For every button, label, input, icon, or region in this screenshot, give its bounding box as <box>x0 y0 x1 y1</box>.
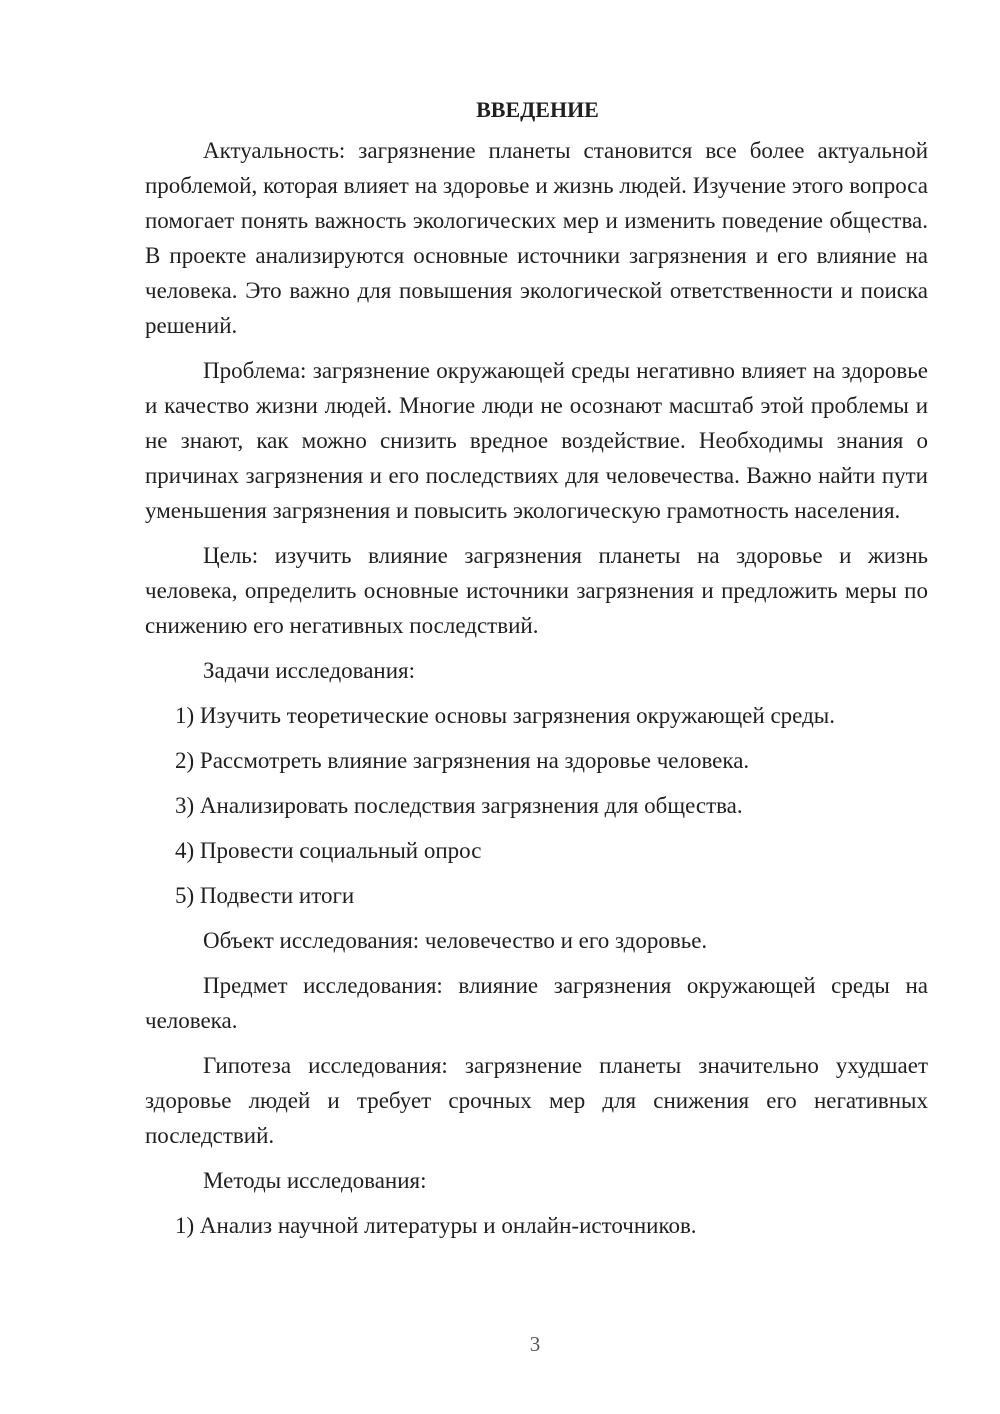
method-item: 1) Анализ научной литературы и онлайн-источников. <box>175 1213 697 1238</box>
task-item: 5) Подвести итоги <box>175 883 355 908</box>
methods-heading: Методы исследования: <box>203 1168 427 1193</box>
problem-paragraph: Проблема: загрязнение окружающей среды негативно влияет на здоровье и качество жизни людей. Многие люди не осознают масштаб этой проблемы и не знают, как можно снизить вредное воздействие. Необходимы знания о причинах загрязнения и его последствиях для человечества. Важно найти пути уменьшения загрязнения и повысить экологическую грамотность населения. <box>145 358 928 523</box>
task-item: 3) Анализировать последствия загрязнения для общества. <box>175 793 743 818</box>
task-item: 1) Изучить теоретические основы загрязнения окружающей среды. <box>175 703 835 728</box>
task-item: 4) Провести социальный опрос <box>175 838 482 863</box>
object-paragraph: Объект исследования: человечество и его здоровье. <box>203 928 708 953</box>
hypothesis-paragraph: Гипотеза исследования: загрязнение планеты значительно ухудшает здоровье людей и требует срочных мер для снижения его негативных последствий. <box>145 1053 928 1148</box>
goal-paragraph: Цель: изучить влияние загрязнения планеты на здоровье и жизнь человека, определить основные источники загрязнения и предложить меры по снижению его негативных последствий. <box>145 543 928 638</box>
subject-paragraph: Предмет исследования: влияние загрязнения окружающей среды на человека. <box>145 973 928 1033</box>
page-content <box>145 92 928 1253</box>
tasks-heading: Задачи исследования: <box>203 658 416 683</box>
page-number: 3 <box>529 1332 541 1356</box>
section-title: ВВЕДЕНИЕ <box>476 97 599 122</box>
relevance-paragraph: Актуальность: загрязнение планеты становится все более актуальной проблемой, которая влияет на здоровье и жизнь людей. Изучение этого вопроса помогает понять важность экологических мер и изменить поведение общества. В проекте анализируются основные источники загрязнения и его влияние на человека. Это важно для повышения экологической ответственности и поиска решений. <box>145 138 928 338</box>
task-item: 2) Рассмотреть влияние загрязнения на здоровье человека. <box>175 748 750 773</box>
